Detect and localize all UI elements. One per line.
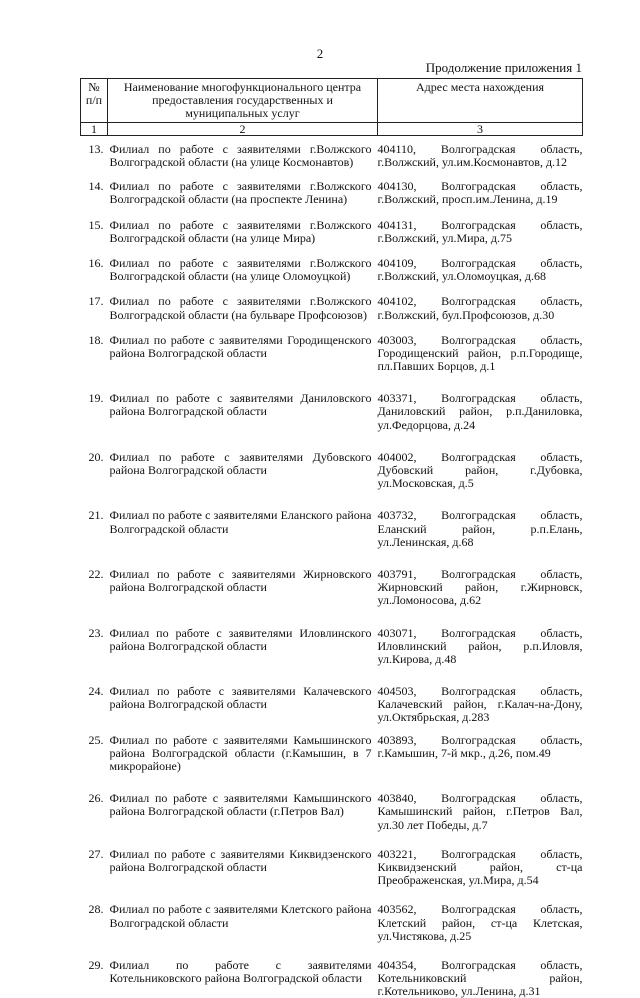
- row-number: 16.: [88, 255, 104, 270]
- row-name: Филиал по работе с заявителями Котельниковского района Волгоградской области: [109, 957, 372, 986]
- table-row: [81, 666, 583, 725]
- row-address: 404130, Волгоградская область, г.Волжский, просп.им.Ленина, д.19: [377, 179, 583, 207]
- table-row: [81, 245, 583, 283]
- row-number: 21.: [88, 508, 104, 523]
- row-address: 404354, Волгоградская область, Котельниковский район, г.Котельниково, ул.Ленина, д.31: [377, 957, 583, 998]
- row-address: 403791, Волгоградская область, Жирновский район, г.Жирновск, ул.Ломоносова, д.62: [377, 566, 583, 608]
- row-name: Филиал по работе с заявителями Дубовского района Волгоградской области: [109, 449, 372, 478]
- table-row: [81, 169, 583, 206]
- row-number: 23.: [88, 625, 104, 640]
- continuation-label: Продолжение приложения 1: [425, 60, 582, 75]
- branches-table: [80, 78, 583, 998]
- row-address: 404102, Волгоградская область, г.Волжский, бул.Профсоюзов, д.30: [377, 294, 583, 322]
- row-address: 404002, Волгоградская область, Дубовский район, г.Дубовка, ул.Московская, д.5: [377, 449, 583, 491]
- column-number-2: 2: [108, 122, 378, 135]
- table-row: [81, 608, 583, 667]
- row-address: 403732, Волгоградская область, Еланский район, р.п.Елань, ул.Ленинская, д.68: [377, 508, 583, 549]
- row-number: 25.: [88, 732, 104, 747]
- table-row: [81, 322, 583, 374]
- row-number: 18.: [88, 332, 104, 347]
- row-number: 14.: [88, 179, 104, 194]
- row-number: 27.: [88, 846, 104, 861]
- table-row: [81, 373, 583, 432]
- row-number: 15.: [88, 217, 104, 232]
- table-row: [81, 943, 583, 998]
- row-address: 403221, Волгоградская область, Киквидзенский район, ст-ца Преображенская, ул.Мира, д.54: [377, 846, 583, 888]
- header-name: Наименование многофункционального центра предоставления государственных и муниципальных услуг: [108, 79, 378, 123]
- page-number: 2: [316, 46, 324, 61]
- row-address: 403893, Волгоградская область, г.Камышин, 7-й мкр., д.26, пом.49: [377, 732, 583, 760]
- row-name: Филиал по работе с заявителями Камышинского района Волгоградской области (г.Петров Вал): [109, 791, 372, 819]
- row-address: 404131, Волгоградская область, г.Волжский, ул.Мира, д.75: [377, 217, 583, 245]
- row-address: 403840, Волгоградская область, Камышинский район, г.Петров Вал, ул.30 лет Победы, д.7: [377, 791, 583, 832]
- table-row: [81, 135, 583, 169]
- row-number: 22.: [88, 566, 104, 581]
- row-number: 13.: [88, 141, 104, 156]
- row-name: Филиал по работе с заявителями г.Волжского Волгоградской области (на бульваре Профсоюзов): [109, 294, 372, 322]
- row-name: Филиал по работе с заявителями Еланского района Волгоградской области: [109, 508, 372, 536]
- column-number-1: 1: [81, 122, 108, 135]
- row-number: 29.: [88, 957, 104, 972]
- row-address: 403071, Волгоградская область, Иловлинский район, р.п.Иловля, ул.Кирова, д.48: [377, 625, 583, 666]
- table-row: [81, 725, 583, 774]
- table-row: [81, 773, 583, 832]
- header-number: № п/п: [81, 79, 108, 123]
- row-name: Филиал по работе с заявителями Даниловского района Волгоградской области: [109, 391, 372, 419]
- row-address: 403003, Волгоградская область, Городищенский район, р.п.Городище, пл.Павших Борцов, д.1: [377, 332, 583, 374]
- row-number: 17.: [88, 294, 104, 309]
- table-body: [81, 135, 583, 998]
- table-row: [81, 549, 583, 608]
- table-row: [81, 490, 583, 549]
- row-name: Филиал по работе с заявителями Киквидзенского района Волгоградской области: [109, 846, 372, 874]
- row-name: Филиал по работе с заявителями Жирновского района Волгоградской области: [109, 566, 372, 595]
- row-address: 404109, Волгоградская область, г.Волжский, ул.Оломоуцкая, д.68: [377, 255, 583, 284]
- row-address: 403562, Волгоградская область, Клетский район, ст-ца Клетская, ул.Чистякова, д.25: [377, 902, 583, 943]
- row-number: 26.: [88, 791, 104, 806]
- row-name: Филиал по работе с заявителями г.Волжского Волгоградской области (на улице Мира): [109, 217, 372, 245]
- row-name: Филиал по работе с заявителями Иловлинского района Волгоградской области: [109, 625, 372, 653]
- row-address: 404503, Волгоградская область, Калачевский район, г.Калач-на-Дону, ул.Октябрьская, д.283: [377, 684, 583, 725]
- row-number: 19.: [88, 391, 104, 406]
- row-name: Филиал по работе с заявителями Камышинского района Волгоградской области (г.Камышин, в 7 микрорайоне): [109, 732, 372, 774]
- row-address: 403371, Волгоградская область, Даниловский район, р.п.Даниловка, ул.Федорцова, д.24: [377, 391, 583, 432]
- row-number: 28.: [88, 902, 104, 917]
- table-row: [81, 832, 583, 888]
- row-name: Филиал по работе с заявителями г.Волжского Волгоградской области (на проспекте Ленина): [109, 179, 372, 207]
- row-name: Филиал по работе с заявителями Клетского района Волгоградской области: [109, 902, 372, 930]
- table-row: [81, 887, 583, 943]
- row-number: 24.: [88, 684, 104, 699]
- table-row: [81, 207, 583, 245]
- header-address: Адрес места нахождения: [378, 79, 583, 123]
- row-number: 20.: [88, 449, 104, 464]
- table-row: [81, 432, 583, 491]
- row-name: Филиал по работе с заявителями Городищенского района Волгоградской области: [109, 332, 372, 360]
- column-number-3: 3: [378, 122, 583, 135]
- row-name: Филиал по работе с заявителями Калачевского района Волгоградской области: [109, 684, 372, 712]
- table-row: [81, 283, 583, 321]
- row-address: 404110, Волгоградская область, г.Волжский, ул.им.Космонавтов, д.12: [377, 141, 583, 170]
- row-name: Филиал по работе с заявителями г.Волжского Волгоградской области (на улице Оломоуцкой): [109, 255, 372, 284]
- row-name: Филиал по работе с заявителями г.Волжского Волгоградской области (на улице Космонавтов): [109, 141, 372, 170]
